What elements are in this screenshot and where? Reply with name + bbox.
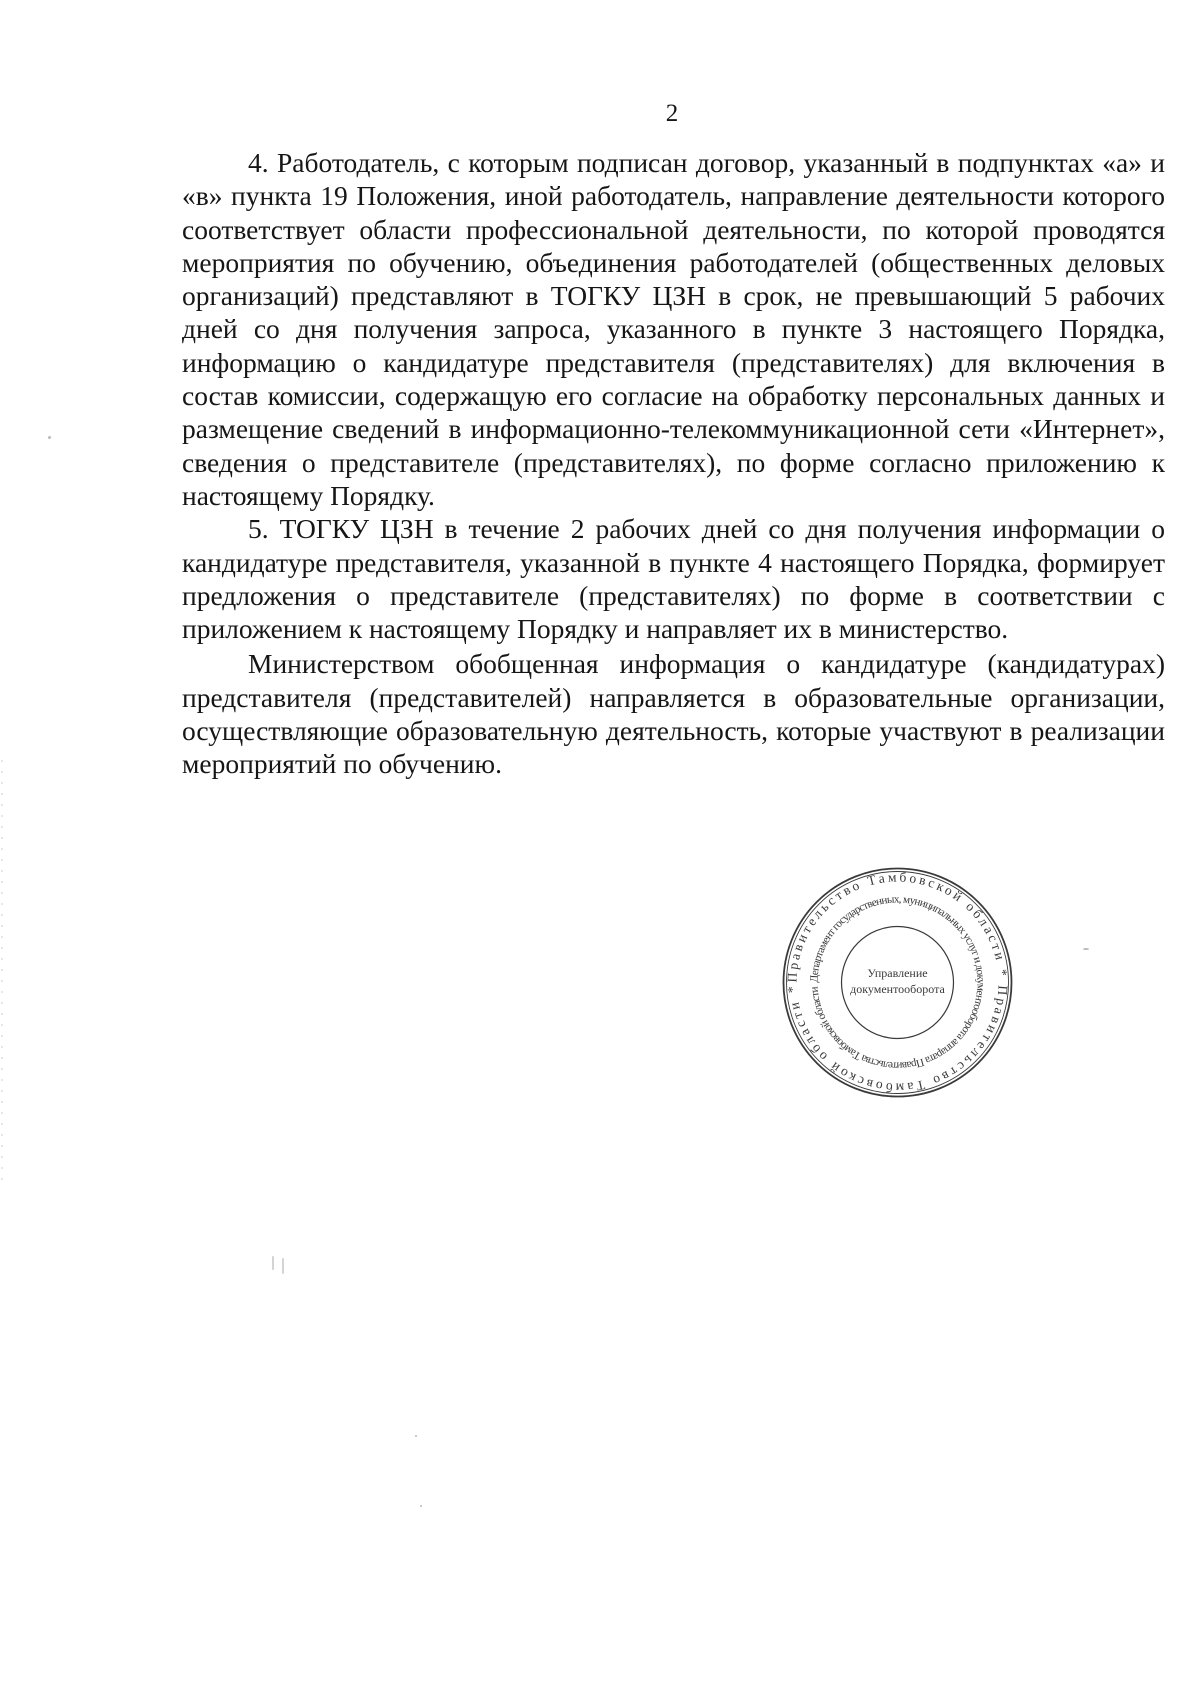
scan-speck: [1083, 948, 1089, 950]
document-body: [182, 146, 1165, 781]
scan-speck: [415, 1435, 417, 1437]
page-number: 2: [665, 100, 679, 127]
paragraph-ministry: Министерством обобщенная информация о кандидатуре (кандидатурах) представителя (представителей) направляется в образовательные организации, осуществляющие образовательную деятельность, которые участвуют в реализации мероприятий по обучению.: [182, 648, 1165, 780]
round-seal-stamp: [780, 865, 1015, 1100]
paragraph-5: 5. ТОГКУ ЦЗН в течение 2 рабочих дней со дня получения информации о кандидатуре представителя, указанной в пункте 4 настоящего Порядка, формирует предложения о представителе (представителях) по форме в соответствии с приложением к настоящему Порядку и направляет их в министерство.: [182, 513, 1165, 645]
scan-speck: [272, 1256, 274, 1270]
scan-speck: [420, 1505, 422, 1507]
stamp-center-line-2: документооборота: [850, 982, 945, 996]
stamp-center-line-1: Управление: [867, 966, 928, 980]
scan-speck: [282, 1258, 284, 1274]
stamp-graphic: [780, 865, 1015, 1100]
scan-margin-artifact: [0, 760, 4, 1180]
scan-speck: [48, 436, 51, 439]
stamp-outer-text: Правительство Тамбовской области * Правительство Тамбовской области *: [784, 869, 1011, 1096]
paragraph-4: 4. Работодатель, с которым подписан договор, указанный в подпунктах «а» и «в» пункта 19 Положения, иной работодатель, направление деятельности которого соответствует области профессиональной деятельности, по которой проводятся мероприятия по обучению, объединения работодателей (общественных деловых организаций) представляют в ТОГКУ ЦЗН в срок, не превышающий 5 рабочих дней со дня получения запроса, указанного в пункте 3 настоящего Порядка, информацию о кандидатуре представителя (представителях) для включения в состав комиссии, содержащую его согласие на обработку персональных данных и размещение сведений в информационно-телекоммуникационной сети «Интернет», сведения о представителе (представителях), по форме согласно приложению к настоящему Порядку.: [182, 147, 1165, 511]
stamp-middle-text: Департамент государственных, муниципальных услуг и документооборота аппарата Правительства Тамбовской области: [808, 893, 987, 1072]
